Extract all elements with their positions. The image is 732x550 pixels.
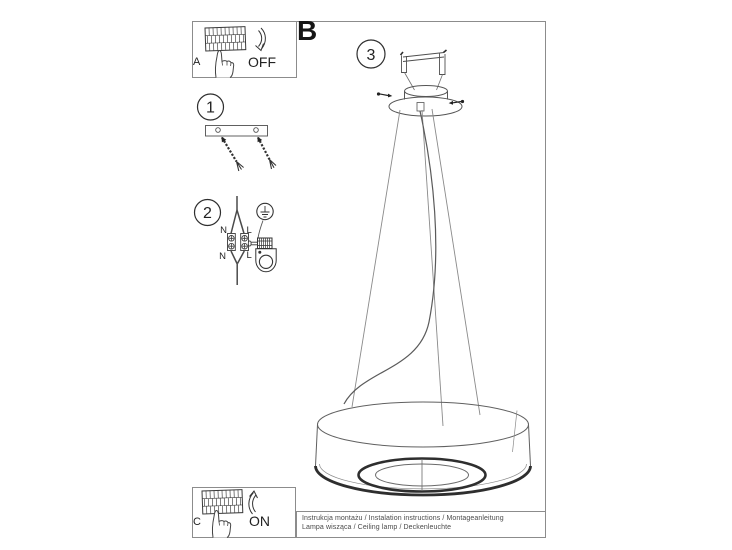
power-cable [344, 111, 436, 404]
step-1-art [198, 94, 277, 171]
footer-instructions-line: Instrukcja montażu / Instalation instructions / Montageanleitung [302, 515, 504, 522]
canopy-screw-left [377, 92, 392, 97]
wire-label-l-top: L [246, 225, 252, 236]
panel-a-label: A [193, 56, 201, 68]
step-3-art [316, 40, 531, 495]
ground-leader-line [258, 221, 263, 239]
breaker-panel-icon [202, 490, 243, 514]
wire-label-l-bottom: L [246, 250, 252, 261]
step-2-number: 2 [203, 205, 212, 222]
panel-c-state-on: ON [249, 513, 270, 529]
footer-product-line: Lampa wisząca / Ceiling lamp / Deckenleuchte [302, 524, 452, 531]
arrow-on-icon [249, 491, 258, 514]
hand-press-icon [215, 51, 233, 78]
wire-label-n-top: N [220, 225, 227, 236]
terminal-block-icon [228, 234, 249, 251]
canopy-screw-right [449, 100, 464, 105]
lamp-side-seam [513, 411, 518, 453]
hand-press-icon [212, 511, 230, 538]
step-1-number: 1 [206, 99, 215, 117]
strain-relief-icon [248, 238, 276, 272]
step-2-art [195, 196, 277, 285]
ground-symbol-icon [257, 203, 273, 219]
panel-c-label: C [193, 516, 201, 528]
wire-label-n-bottom: N [219, 251, 226, 262]
screw-icon [258, 137, 276, 169]
panel-a-state-off: OFF [248, 54, 276, 70]
screw-icon [222, 137, 244, 171]
step-3-number: 3 [366, 46, 376, 64]
page-borders [193, 22, 546, 538]
section-b-label: B [297, 15, 318, 46]
arrow-off-icon [256, 28, 266, 51]
breaker-panel-icon [205, 27, 246, 51]
outer-frame [296, 22, 546, 538]
pendant-lamp-icon [316, 402, 531, 495]
mounting-bracket-icon [206, 126, 268, 137]
ceiling-bracket [401, 50, 447, 75]
